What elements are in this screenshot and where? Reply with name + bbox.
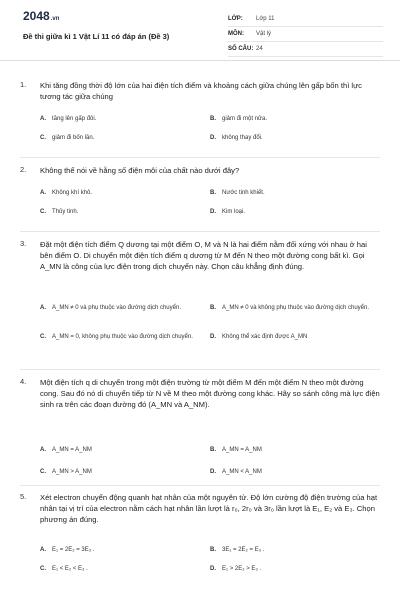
option-letter: D. — [210, 334, 216, 340]
meta-key: LỚP: — [228, 16, 243, 22]
option-letter: C. — [40, 209, 46, 215]
meta-value: Lớp 11 — [256, 16, 275, 22]
option-text: 3E₁ = 2E₂ = E₃ . — [222, 547, 265, 553]
option-a[interactable] — [40, 115, 210, 123]
option-d[interactable] — [210, 208, 380, 216]
option-letter: C. — [40, 135, 46, 141]
option-letter: B. — [210, 547, 216, 553]
option-letter: B. — [210, 305, 216, 311]
option-text: A_MN ≠ 0 và không phụ thuộc vào đường dịch chuyển. — [222, 305, 369, 311]
meta-key: SỐ CÂU: — [228, 46, 254, 52]
option-letter: A. — [40, 305, 46, 311]
logo-text: 2048 — [23, 9, 50, 23]
option-letter: A. — [40, 116, 46, 122]
option-letter: A. — [40, 547, 46, 553]
option-text: E₁ > 2E₂ > E₃ . — [222, 566, 262, 572]
option-text: A_MN < A_NM — [222, 469, 262, 475]
option-a[interactable] — [40, 546, 210, 554]
option-text: A_MN = A_NM — [52, 447, 92, 453]
option-text: A_MN > A_NM — [52, 469, 92, 475]
option-text: giảm đi bốn lần. — [52, 135, 95, 141]
option-b[interactable] — [210, 189, 380, 197]
option-a[interactable] — [40, 446, 210, 454]
option-text: giảm đi một nửa. — [222, 116, 268, 122]
question-number: 3. — [20, 239, 27, 248]
site-logo[interactable] — [23, 9, 59, 23]
option-d[interactable] — [210, 333, 380, 341]
meta-value: 24 — [256, 46, 263, 52]
option-text: Kim loại. — [222, 209, 246, 215]
divider — [20, 369, 380, 370]
option-text: tăng lên gấp đôi. — [52, 116, 97, 122]
option-text: không thay đổi. — [222, 135, 263, 141]
question-number: 5. — [20, 492, 27, 501]
option-letter: D. — [210, 135, 216, 141]
question-number: 4. — [20, 377, 27, 386]
option-b[interactable] — [210, 304, 380, 312]
option-text: Không thể xác định được A_MN — [222, 334, 308, 340]
option-c[interactable] — [40, 134, 210, 142]
meta-key: MÔN: — [228, 31, 244, 37]
meta-row-subject — [228, 27, 383, 42]
option-text: Nước tinh khiết. — [222, 190, 265, 196]
question-text: Khi tăng đồng thời độ lớn của hai điện tích điểm và khoảng cách giữa chúng lên gấp bốn thì lực tương tác giữa chúng — [40, 81, 362, 101]
option-text: E₁ = 2E₂ = 3E₃ . — [52, 547, 95, 553]
option-c[interactable] — [40, 333, 210, 341]
option-b[interactable] — [210, 546, 380, 554]
question-text: Không thể nói về hằng số điện môi của chất nào dưới đây? — [40, 166, 240, 175]
divider — [20, 485, 380, 486]
option-a[interactable] — [40, 189, 210, 197]
header — [0, 0, 400, 61]
question-number: 1. — [20, 80, 27, 89]
option-a[interactable] — [40, 304, 210, 312]
option-c[interactable] — [40, 565, 210, 573]
meta-value: Vật lý — [256, 31, 272, 37]
option-letter: A. — [40, 190, 46, 196]
question-text: Xét electron chuyển động quanh hạt nhân của một nguyên tử. Độ lớn cường độ điện trường của hạt nhân tại vị trí của electron nằm cách hạt nhân lần lượt là r₀, 2r₀ và 3r₀ lần lượt là E₁, E₂ và E₃. Chọn phương án đúng. — [40, 493, 378, 524]
option-letter: C. — [40, 469, 46, 475]
option-text: A_MN = A_NM — [222, 447, 262, 453]
meta-row-count — [228, 42, 383, 57]
option-d[interactable] — [210, 468, 380, 476]
option-letter: D. — [210, 469, 216, 475]
option-letter: A. — [40, 447, 46, 453]
option-letter: D. — [210, 209, 216, 215]
option-text: Thủy tinh. — [52, 209, 79, 215]
divider — [20, 231, 380, 232]
question-text: Đặt một điện tích điểm Q dương tại một điểm O, M và N là hai điểm nằm đối xứng với nhau ở hai bên điểm O. Di chuyển một điện tích điểm q dương từ M đến N theo một đường cong bất kì. Gọi A_MN là công của lực điện trong dịch chuyển này. Chọn câu khẳng định đúng. — [40, 240, 367, 271]
meta-table — [228, 12, 383, 57]
option-c[interactable] — [40, 208, 210, 216]
question-text: Một điện tích q di chuyển trong một điện trường từ một điểm M đến một điểm N theo một đường cong. Sau đó nó di chuyển tiếp từ N về M theo một đường cong khác. Hãy so sánh công mà lực điện sinh ra trên các đoạn đường đó (A_MN và A_NM). — [40, 378, 380, 409]
option-b[interactable] — [210, 115, 380, 123]
option-letter: D. — [210, 566, 216, 572]
option-text: A_MN ≠ 0 và phụ thuộc vào đường dịch chuyển. — [52, 305, 181, 311]
option-text: Không khí khô. — [52, 190, 93, 196]
option-letter: C. — [40, 566, 46, 572]
option-text: E₁ < E₂ < E₃ . — [52, 566, 88, 572]
option-text: A_MN = 0, không phụ thuộc vào đường dịch chuyển. — [52, 334, 193, 340]
page-title: Đề thi giữa kì 1 Vật Lí 11 có đáp án (Đề 3) — [23, 32, 170, 41]
option-c[interactable] — [40, 468, 210, 476]
option-d[interactable] — [210, 565, 380, 573]
question-number: 2. — [20, 165, 27, 174]
option-letter: C. — [40, 334, 46, 340]
meta-row-class — [228, 12, 383, 27]
option-b[interactable] — [210, 446, 380, 454]
option-letter: B. — [210, 116, 216, 122]
option-letter: B. — [210, 190, 216, 196]
option-letter: B. — [210, 447, 216, 453]
option-d[interactable] — [210, 134, 380, 142]
divider — [20, 157, 380, 158]
logo-suffix: .vn — [50, 16, 60, 22]
